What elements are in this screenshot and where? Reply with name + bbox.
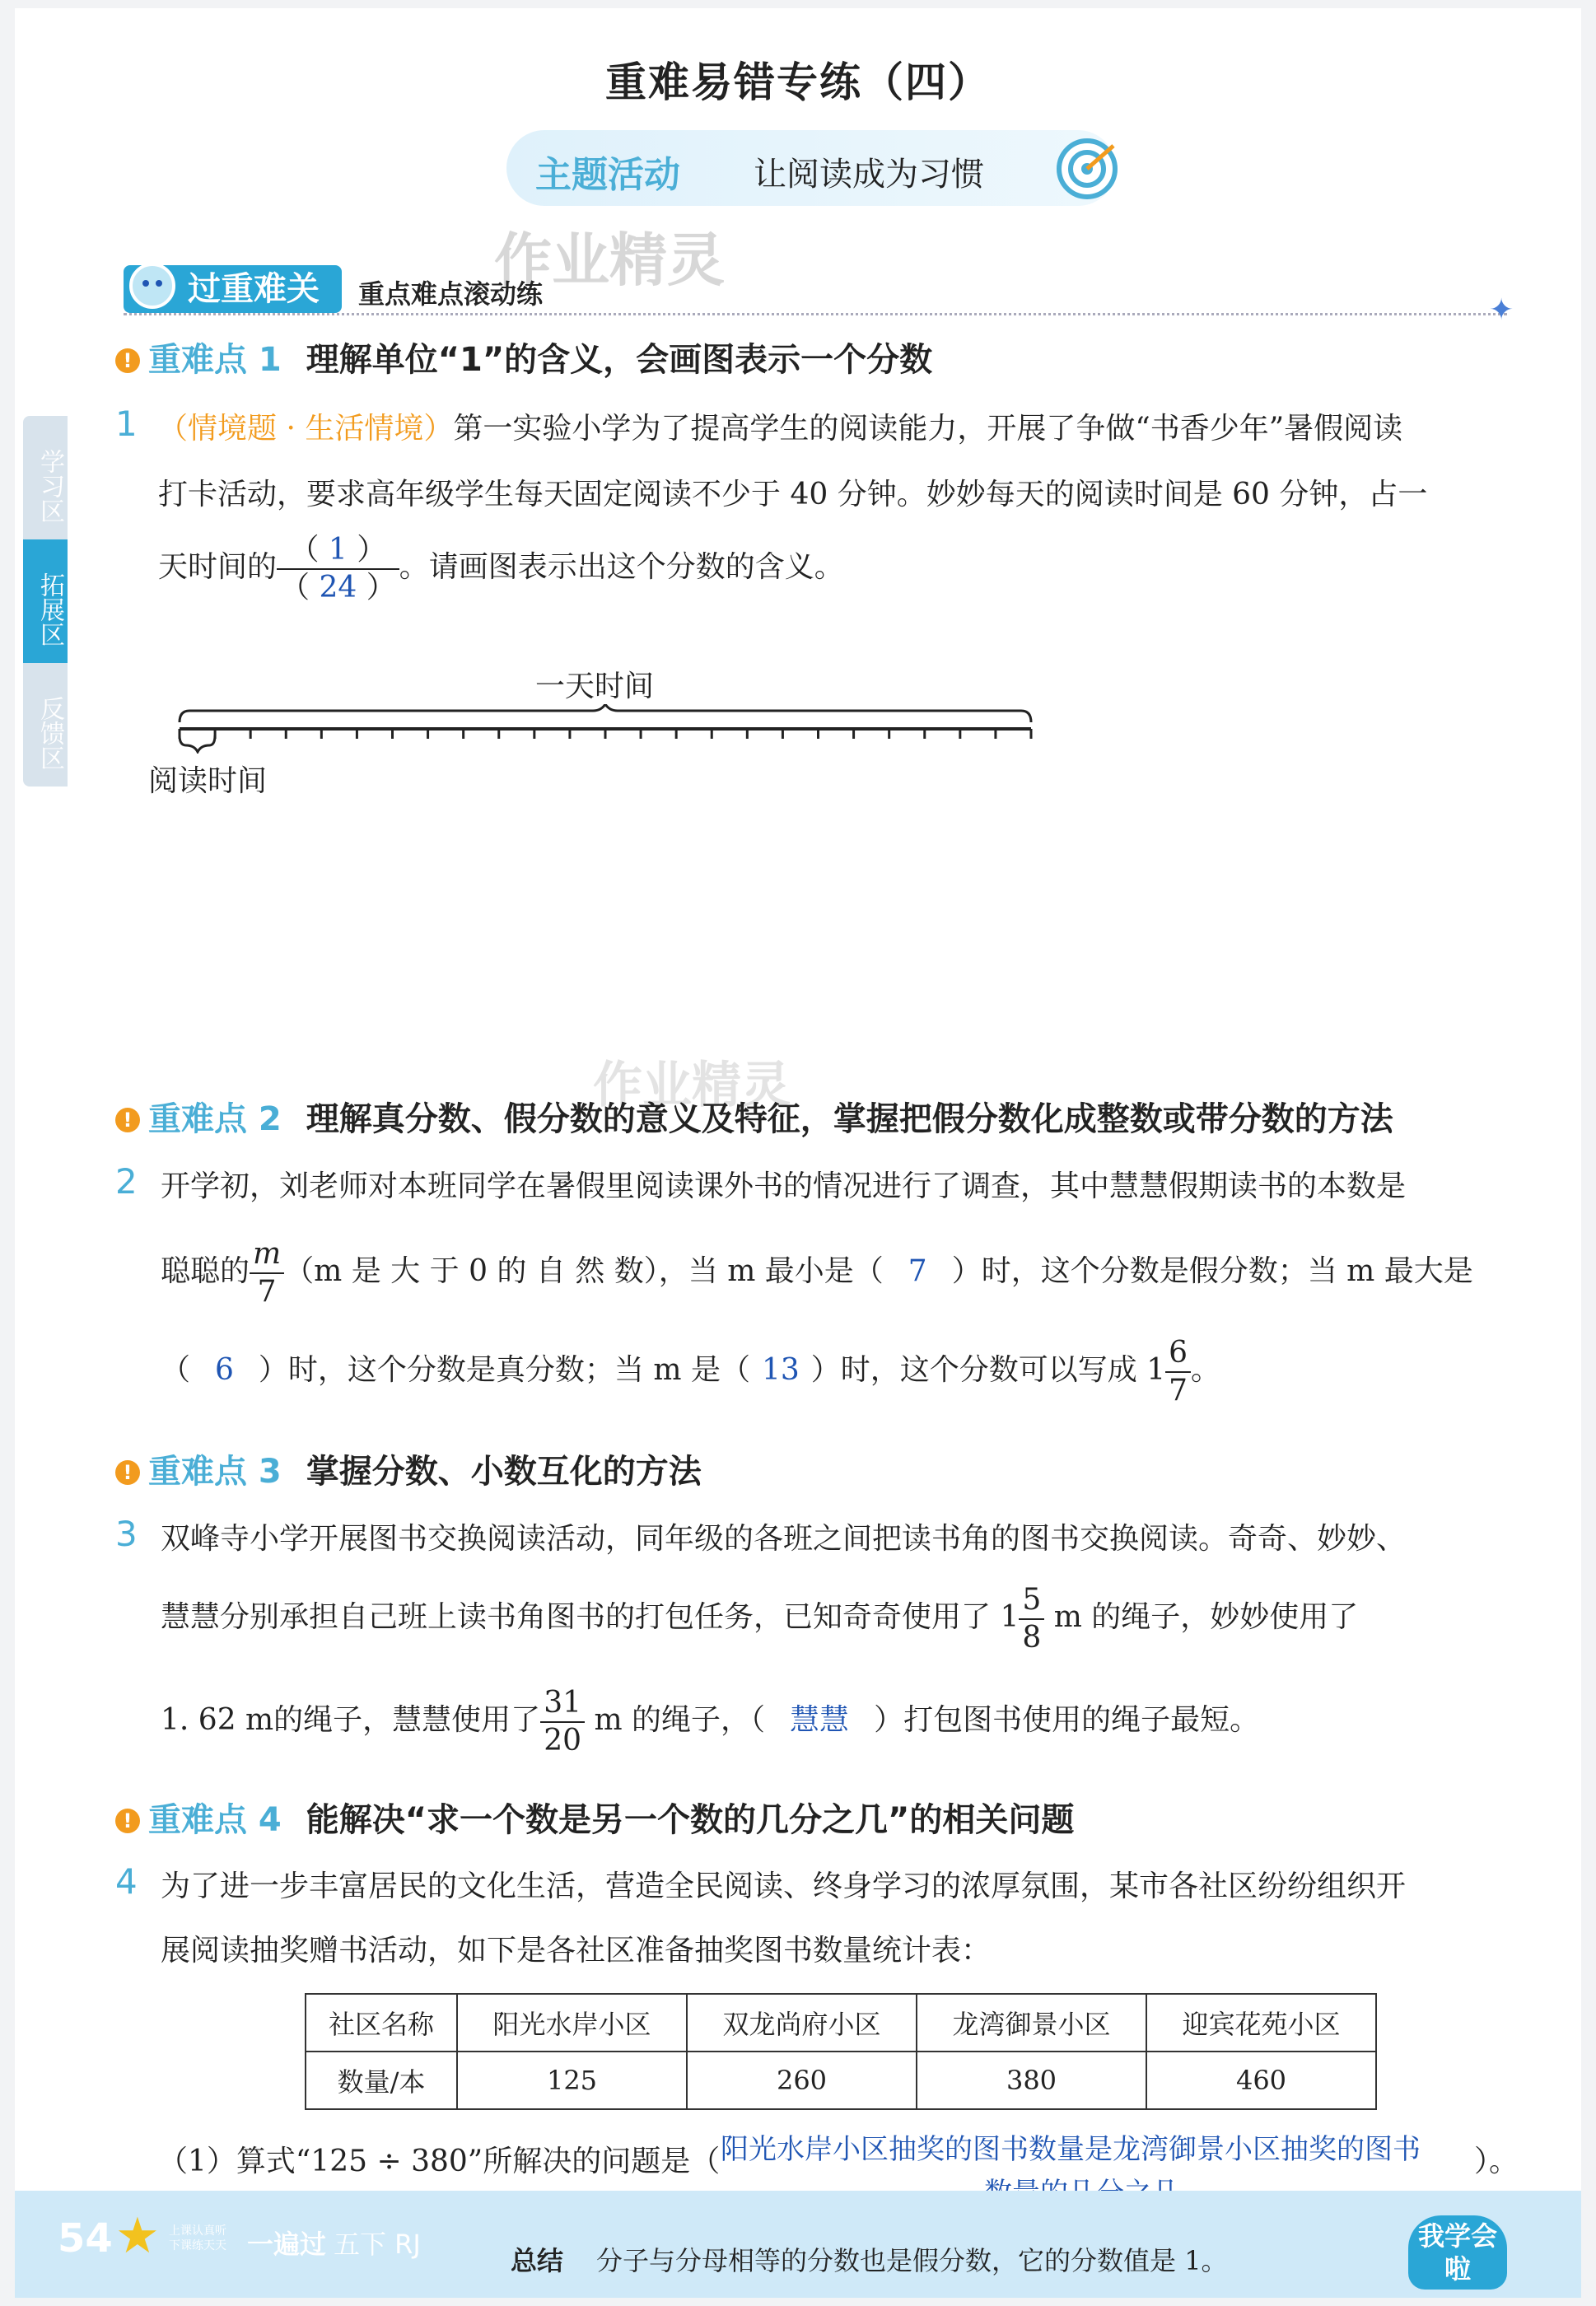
question-3-line-3: 1. 62 m的绳子，慧慧使用了 $\frac{31}{20}$ m 的绳子，（ 慧慧 ）打包图书使用的绳子最短。 xyxy=(161,1686,1260,1758)
side-tab-feedback[interactable]: 反馈区 xyxy=(23,663,68,787)
answer-blank[interactable]: 7 xyxy=(908,1254,927,1288)
stats-table xyxy=(305,1993,1377,2110)
brand: 一遍过 xyxy=(247,2229,327,2260)
mascot-icon xyxy=(124,257,181,315)
question-1-line-2: 打卡活动，要求高年级学生每天固定阅读不少于 40 分钟。妙妙每天的阅读时间是 60 分钟，占一 xyxy=(158,478,1428,511)
bulb-icon: ! xyxy=(115,1108,140,1132)
page-number: 54 xyxy=(58,2215,113,2262)
answer-blank[interactable]: 慧慧 xyxy=(790,1703,850,1737)
page-title: 重难易错专练（四） xyxy=(605,58,991,106)
key-point-1: ! 重难点 1 理解单位“1”的含义，会画图表示一个分数 xyxy=(115,334,932,380)
answer-fraction: $\frac{( 1 )}{( 24 )}$ xyxy=(277,535,399,603)
bulb-icon: ! xyxy=(115,1460,140,1485)
side-tab-study[interactable]: 学习区 xyxy=(23,416,68,539)
badge: 我学会啦 xyxy=(1408,2215,1507,2290)
theme-text: 让阅读成为习惯 xyxy=(754,156,984,194)
question-1-line-1: （情境题 · 生活情境）第一实验小学为了提高学生的阅读能力，开展了争做“书香少年”暑假阅读 xyxy=(158,412,1403,446)
watermark: 作业精灵 xyxy=(494,226,725,294)
number-line-diagram xyxy=(165,704,1046,754)
question-2-line-1: 开学初，刘老师对本班同学在暑假里阅读课外书的情况进行了调查，其中慧慧假期读书的本数是 xyxy=(161,1169,1407,1203)
theme-label: 主题活动 xyxy=(535,154,680,196)
footer-slogan: 上课认真听 下课练天天 xyxy=(169,2224,226,2252)
table-row xyxy=(306,2052,1376,2109)
divider xyxy=(124,313,1507,315)
bulb-icon: ! xyxy=(115,348,140,373)
table-header-cell: 社区名称 xyxy=(306,1994,457,2052)
summary: 总结 分子与分母相等的分数也是假分数，它的分数值是 1。 xyxy=(511,2245,1228,2276)
side-tabs xyxy=(23,416,68,787)
diagram-bottom-label: 阅读时间 xyxy=(148,764,268,798)
table-header-cell: 双龙尚府小区 xyxy=(687,1994,917,2052)
question-2-line-3: （ 6 ）时，这个分数是真分数；当 m 是（ 13 ）时，这个分数可以写成 1 $\frac{6}{7}$ 。 xyxy=(161,1336,1221,1407)
table-cell: 460 xyxy=(1146,2052,1376,2109)
diagram-top-label: 一天时间 xyxy=(535,670,655,703)
question-number: 2 xyxy=(115,1161,138,1202)
section-subtitle: 重点难点滚动练 xyxy=(358,278,544,310)
edition: 五下 RJ xyxy=(334,2229,421,2260)
question-number: 1 xyxy=(115,404,138,444)
side-tab-extend[interactable]: 拓展区 xyxy=(23,539,68,663)
question-4-sub-1: （1）算式“125 ÷ 380”所解决的问题是（ xyxy=(158,2145,721,2178)
section-label: 过重难关 xyxy=(124,265,342,313)
sub-1-close: ）。 xyxy=(1474,2145,1519,2178)
table-header-cell: 迎宾花苑小区 xyxy=(1146,1994,1376,2052)
table-cell: 260 xyxy=(687,2052,917,2109)
answer-blank[interactable]: 6 xyxy=(215,1353,234,1387)
key-point-2: ! 重难点 2 理解真分数、假分数的意义及特征，掌握把假分数化成整数或带分数的方法 xyxy=(115,1093,1393,1140)
question-4-line-1: 为了进一步丰富居民的文化生活，营造全民阅读、终身学习的浓厚氛围，某市各社区纷纷组织开 xyxy=(161,1870,1407,1903)
answer-blank[interactable]: 阳光水岸小区抽奖的图书数量是龙湾御景小区抽奖的图书 xyxy=(721,2133,1421,2166)
table-header-cell: 阳光水岸小区 xyxy=(457,1994,687,2052)
star-mascot-icon: ★ xyxy=(115,2207,160,2265)
table-cell: 125 xyxy=(457,2052,687,2109)
theme-banner xyxy=(506,130,1116,206)
question-2-line-2: 聪聪的 $\frac{m}{7}$ （m 是 大 于 0 的 自 然 数），当 m 最小是（ 7 ）时，这个分数是假分数；当 m 最大是 xyxy=(161,1237,1473,1309)
question-3-line-1: 双峰寺小学开展图书交换阅读活动，同年级的各班之间把读书角的图书交换阅读。奇奇、妙妙、 xyxy=(161,1522,1407,1556)
question-number: 3 xyxy=(115,1514,138,1554)
watermark: 作业精灵 xyxy=(593,1057,791,1114)
star-icon: ✦ xyxy=(1489,293,1514,327)
table-header-cell: 龙湾御景小区 xyxy=(917,1994,1146,2052)
question-3-line-2: 慧慧分别承担自己班上读书角图书的打包任务，已知奇奇使用了 1 $\frac{5}{8}$ m 的绳子，妙妙使用了 xyxy=(161,1583,1359,1655)
answer-blank[interactable]: 13 xyxy=(761,1353,800,1387)
question-4-line-2: 展阅读抽奖赠书活动，如下是各社区准备抽奖图书数量统计表： xyxy=(161,1934,992,1968)
question-1-line-3: 天时间的 $\frac{( 1 )}{( 24 )}$ 。请画图表示出这个分数的含义。 xyxy=(158,533,844,605)
table-cell: 数量/本 xyxy=(306,2052,457,2109)
bulb-icon: ! xyxy=(115,1809,140,1833)
table-cell: 380 xyxy=(917,2052,1146,2109)
key-point-3: ! 重难点 3 掌握分数、小数互化的方法 xyxy=(115,1445,702,1492)
key-point-4: ! 重难点 4 能解决“求一个数是另一个数的几分之几”的相关问题 xyxy=(115,1794,1074,1841)
question-number: 4 xyxy=(115,1861,138,1902)
target-icon xyxy=(1054,136,1120,202)
table-row xyxy=(306,1994,1376,2052)
